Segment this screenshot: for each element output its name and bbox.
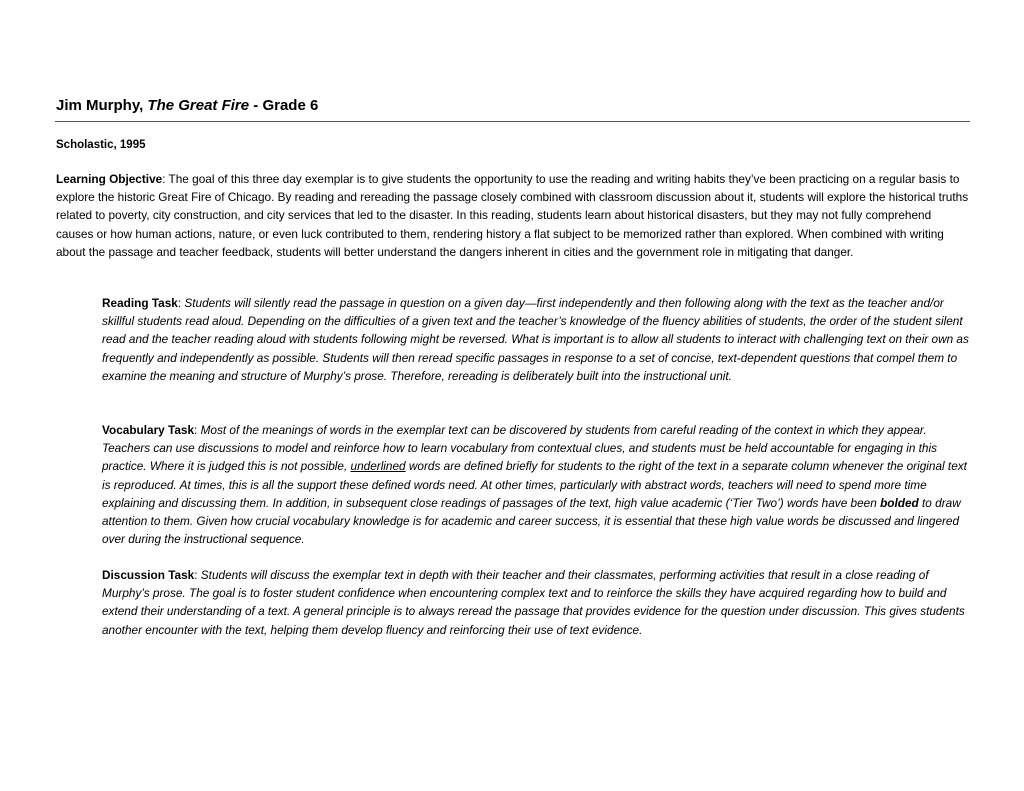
page-title xyxy=(56,96,318,116)
title-author: Jim Murphy, xyxy=(56,97,148,114)
title-book: The Great Fire xyxy=(147,97,250,114)
underlined-word: underlined xyxy=(350,459,406,474)
discussion-task-text: Students will discuss the exemplar text in depth with their teacher and their classmates, performing activities that result in a close reading of Murphy’s prose. The goal is to foster student confidence when encountering complex text and to reinforce the skills they have acquired regarding how to build and extend their understanding of a text. A general principle is to always reread the passage that provides evidence for the question under discussion. This gives students another encounter with the text, helping them develop fluency and reinforcing their use of text evidence. xyxy=(102,568,965,637)
title-grade: - Grade 6 xyxy=(249,97,319,114)
vocabulary-task-paragraph: Vocabulary Task: Most of the meanings of words in the exemplar text can be discovered by students from careful reading of the context in which they appear. Teachers can use discussions to model and reinforce how to learn vocabulary from contextual clues, and students must be held accountable for engaging in this practice. Where it is judged this is not possible, underlined words are defined briefly for students to the right of the text in a separate column whenever the original text is reproduced. At times, this is all the support these defined words need. At other times, particularly with abstract words, teachers will need to spend more time explaining and discussing them. In addition, in subsequent close readings of passages of the text, high value academic (‘Tier Two’) words have been bolded to draw attention to them. Given how crucial vocabulary knowledge is for academic and career success, it is essential that these high value words be discussed and lingered over during the instructional sequence. xyxy=(102,423,967,547)
vocabulary-text-part-3: to draw attention to them. Given how crucial vocabulary knowledge is for academic and career success, it is essential that these high value words be discussed and lingered over during the instructional sequence. xyxy=(102,495,961,547)
discussion-task-label: Discussion Task xyxy=(102,568,195,582)
publisher-line: Scholastic, 1995 xyxy=(56,139,146,151)
discussion-task-paragraph: Discussion Task: Students will discuss the exemplar text in depth with their teacher and their classmates, performing activities that result in a close reading of Murphy’s prose. The goal is to foster student confidence when encountering complex text and to reinforce the skills they have acquired regarding how to build and extend their understanding of a text. A general principle is to always reread the passage that provides evidence for the question under discussion. This gives students another encounter with the text, helping them develop fluency and reinforcing their use of text evidence. xyxy=(102,568,965,637)
reading-task-paragraph: Reading Task: Students will silently read the passage in question on a given day—first independently and then following along with the text as the teacher and/or skillful students read aloud. Depending on the difficulties of a given text and the teacher’s knowledge of the fluency abilities of students, the order of the student silent read and the teacher reading aloud with students following might be reversed. What is important is to allow all students to interact with challenging text on their own as frequently and independently as possible. Students will then reread specific passages in response to a set of concise, text-dependent questions that compel them to examine the meaning and structure of Murphy’s prose. Therefore, rereading is deliberately built into the instructional unit. xyxy=(102,296,969,383)
bolded-word: bolded xyxy=(880,495,919,510)
learning-objective-paragraph xyxy=(56,170,970,261)
vocabulary-text-part-1: Most of the meanings of words in the exemplar text can be discovered by students from careful reading of the context in which they appear. Teachers can use discussions to model and reinforce how to learn vocabulary from contextual clues, and students must be held accountable for engaging in this practice. Where it is judged this is not possible, xyxy=(102,423,938,474)
learning-objective-text: : The goal of this three day exemplar is to give students the opportunity to use the reading and writing habits they’ve been practicing on a regular basis to explore the historic Great Fire of Chicago. By reading and rereading the passage closely combined with classroom discussion about it, students will explore the historical truths related to poverty, city construction, and city services that led to the disaster. In this reading, students learn about historical disasters, but they may not fully comprehend causes or how human actions, nature, or even luck contributed to them, rendering history a flat subject to be memorized rather than explored. When combined with writing about the passage and teacher feedback, students will better understand the dangers inherent in cities and the government role in mitigating that danger. xyxy=(56,172,969,259)
title-divider xyxy=(55,121,970,122)
learning-objective-label: Learning Objective xyxy=(56,172,163,186)
reading-task-text: Students will silently read the passage in question on a given day—first independently and then following along with the text as the teacher and/or skillful students read aloud. Depending on the difficulties of a given text and the teacher’s knowledge of the fluency abilities of students, the order of the student silent read and the teacher reading aloud with students following might be reversed. What is important is to allow all students to interact with challenging text on their own as frequently and independently as possible. Students will then reread specific passages in response to a set of concise, text-dependent questions that compel them to examine the meaning and structure of Murphy’s prose. Therefore, rereading is deliberately built into the instructional unit. xyxy=(102,296,969,383)
vocabulary-text-part-2: words are defined briefly for students to the right of the text in a separate column whenever the original text is reproduced. At times, this is all the support these defined words need. At other times, particularly with abstract words, teachers will need to spend more time explaining and discussing them. In addition, in subsequent close readings of passages of the text, high value academic (‘Tier Two’) words have been xyxy=(102,459,967,510)
vocabulary-task-text xyxy=(102,423,967,546)
reading-task-label: Reading Task xyxy=(102,296,178,310)
vocabulary-task-label: Vocabulary Task xyxy=(102,423,195,437)
